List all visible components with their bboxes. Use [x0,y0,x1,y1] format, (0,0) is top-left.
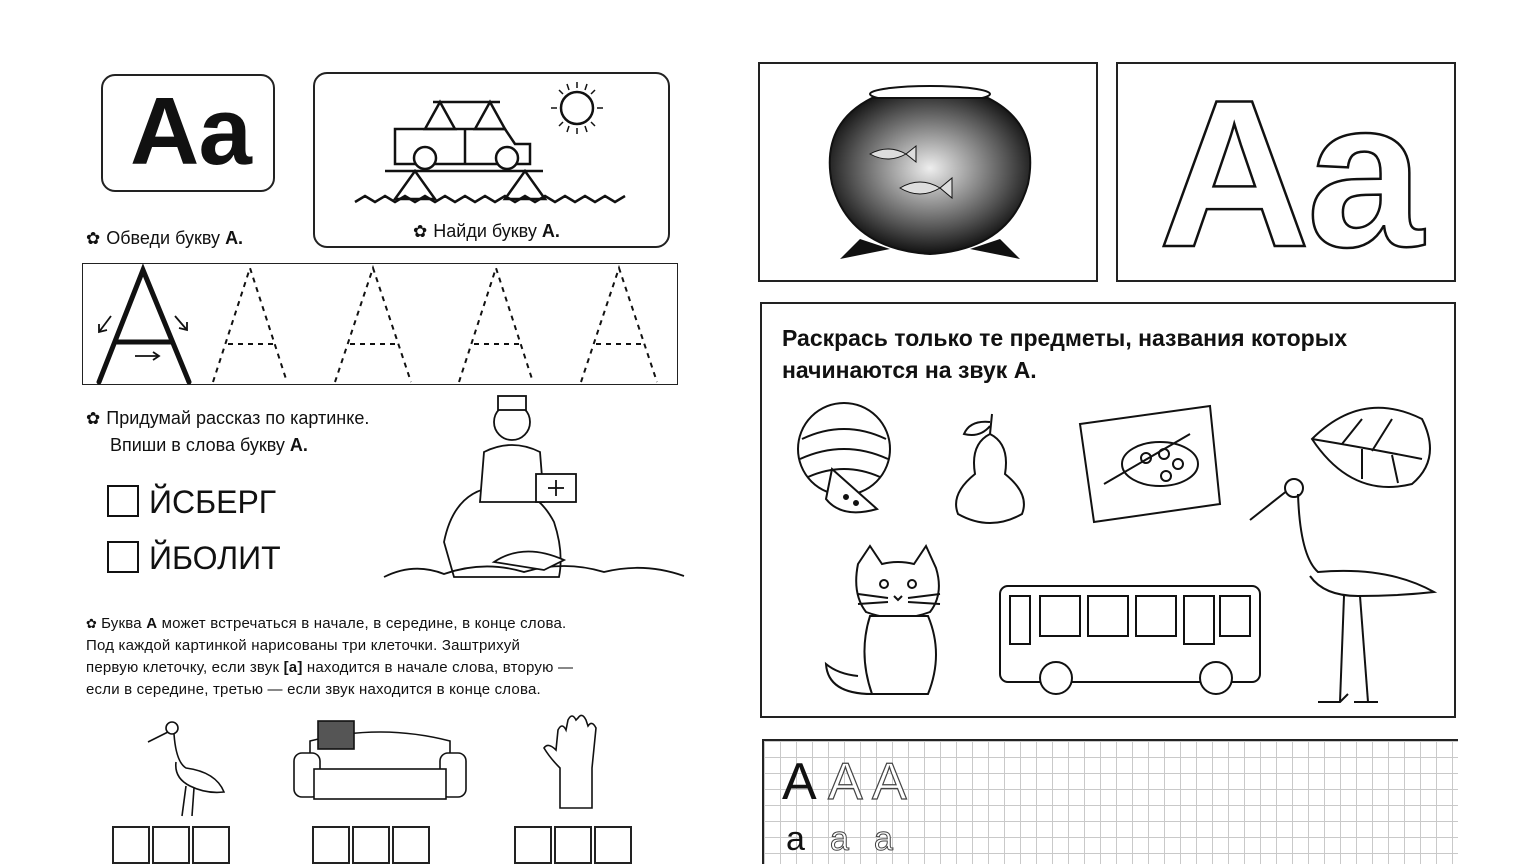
stork-icon [146,712,236,822]
color-task-panel [760,302,1456,718]
tracing-strip [82,263,678,385]
copybook-upper-dotted: А [828,753,863,811]
bus-icon [996,582,1266,702]
letter-box[interactable] [107,541,139,573]
flower-icon: ✿ [86,409,101,428]
aquarium-picture-frame [758,62,1098,282]
flower-icon: ✿ [86,616,98,631]
sofa-icon [290,713,470,808]
letter-box[interactable] [107,485,139,517]
story-instruction: ✿ Придумай рассказ по картинке. Впиши в слова букву А. [86,408,370,455]
letter-card-label: Аа [130,78,250,185]
copybook-grid [762,739,1458,864]
copybook-lower-letter: а [786,820,805,858]
answer-cell[interactable] [152,826,190,864]
pear-icon [940,404,1040,534]
word-rest: ЙСБЕРГ [149,484,277,520]
aquarium-icon [760,64,1100,284]
big-letter-frame [1116,56,1456,291]
flower-icon: ✿ [413,222,428,241]
answer-cell[interactable] [352,826,390,864]
answer-cell[interactable] [112,826,150,864]
stork-icon [1248,476,1448,716]
album-icon [1070,404,1230,534]
word-rest: ЙБОЛИТ [149,540,281,576]
answer-cell[interactable] [594,826,632,864]
outline-letters: Аа [1158,56,1418,291]
answer-cell[interactable] [192,826,230,864]
find-letter-instruction: ✿ Найди букву А. [413,221,560,241]
copybook-upper-dotted: А [872,753,907,811]
trace-letter-instruction: ✿ Обведи букву А. [86,228,244,248]
answer-cell[interactable] [392,826,430,864]
flower-icon: ✿ [86,229,101,248]
doctor-on-rock-picture [384,392,684,592]
cat-icon [818,544,958,704]
hand-icon [540,708,610,813]
copybook-upper-letter: А [782,753,817,811]
copybook-lower-dotted: а [874,820,893,858]
answer-cell[interactable] [514,826,552,864]
color-task-instruction: Раскрась только те предметы, названия которых начинаются на звук А. [782,325,1348,383]
traced-letters [83,264,679,386]
answer-cell[interactable] [312,826,350,864]
letter-card [101,74,275,192]
answer-cell[interactable] [554,826,592,864]
position-task: ✿ Буква А может встречаться в начале, в середине, в конце слова. Под каждой картинкой нарисованы три клеточки. Заштрихуй первую клеточку, если звук [а] находится в начале слова, вторую — если в середине, третью — если звук находится в конце слова. [86,615,574,698]
watermelon-icon [782,399,912,529]
copybook-lower-dotted: а [830,820,849,858]
find-letter-panel [313,72,670,248]
